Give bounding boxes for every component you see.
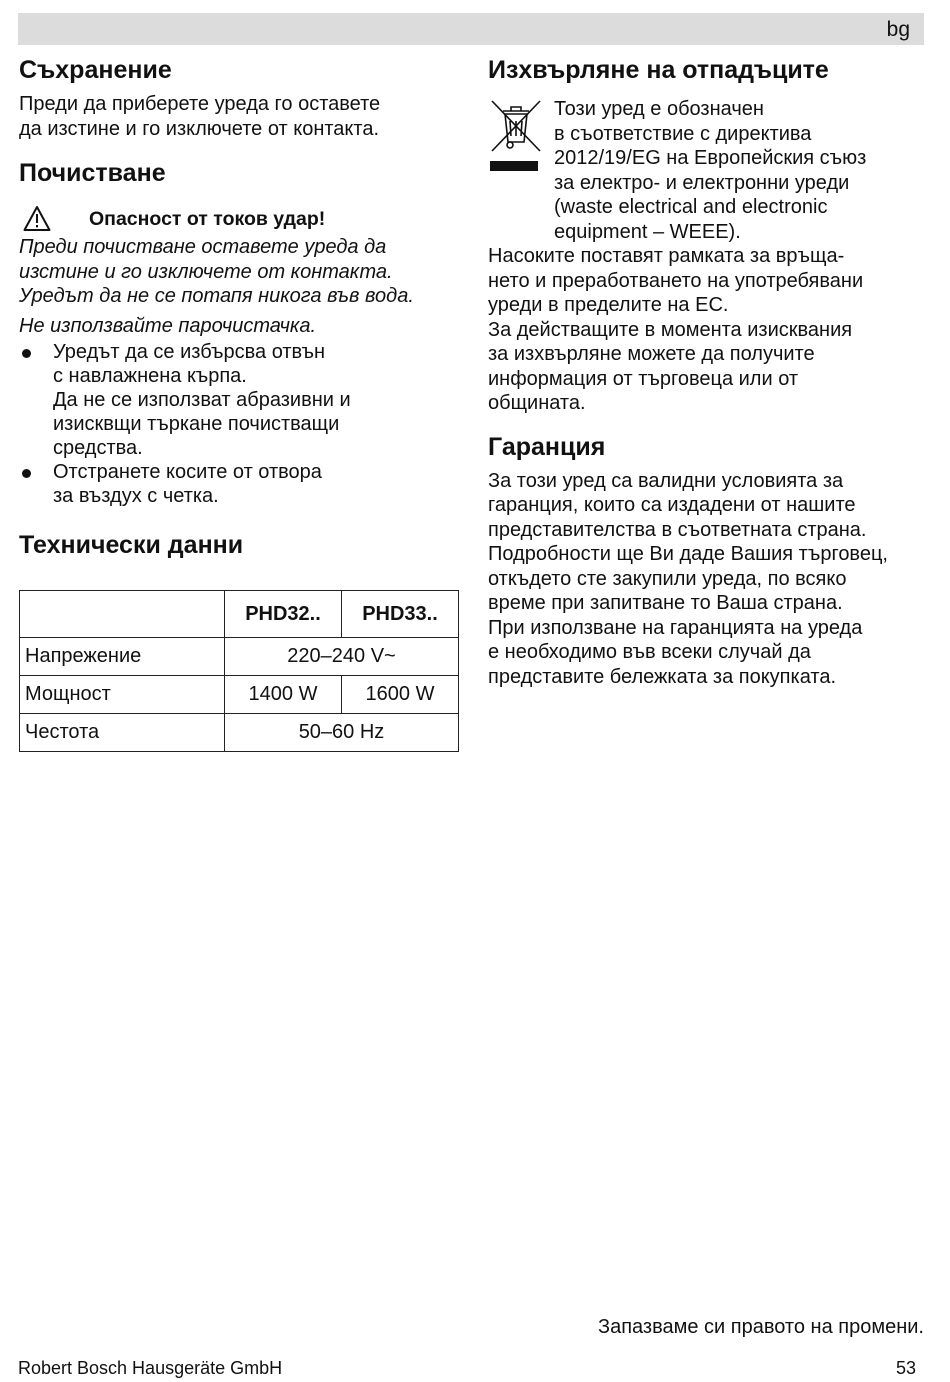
text-line: да изстине и го изключете от контакта. [19, 117, 380, 140]
tech-heading: Технически данни [19, 531, 244, 559]
table-cell: 1600 W [342, 676, 459, 714]
table-row [20, 714, 459, 752]
text-line: общината. [488, 392, 586, 414]
text-line: откъдето сте закупили уреда, по всяко [488, 567, 847, 590]
page-number: 53 [895, 1358, 916, 1378]
weee-block [488, 97, 928, 244]
table-cell-label: Мощност [20, 676, 225, 714]
text-line: средства. [53, 437, 143, 459]
text-line: За действащите в момента изисквания [488, 318, 853, 341]
left-column [19, 55, 459, 752]
table-cell: 220–240 V~ [225, 638, 459, 676]
text-line: за въздух с четка. [53, 485, 219, 507]
storage-text [19, 92, 459, 141]
table-header-cell [20, 591, 225, 638]
storage-heading: Съхранение [19, 56, 172, 84]
text-line: Отстранете косите от отвора [53, 461, 322, 483]
warning-row [19, 204, 459, 234]
text-line: в съответствие с директива [554, 122, 812, 145]
text-line: Да не се използват абразивни и [53, 389, 351, 411]
text-line: гаранция, които са издадени от нашите [488, 494, 856, 516]
text-line: за изхвърляне можете да получите [488, 343, 815, 365]
spec-table [19, 590, 459, 752]
text-line: (waste electrical and electronic [554, 196, 828, 218]
text-line: При използване на гаранцията на уреда [488, 616, 863, 639]
right-column [488, 55, 928, 689]
footer-company: Robert Bosch Hausgeräte GmbH [18, 1358, 283, 1378]
crossed-out-wheelie-bin-icon [488, 97, 544, 177]
text-line: представите бележката за покупката. [488, 665, 836, 688]
text-line: за електро- и електронни уреди [554, 171, 850, 194]
text-line: equipment – WEEE). [554, 220, 741, 243]
header-bar [18, 13, 924, 45]
text-line: изисквщи търкане почистващи [53, 413, 340, 435]
text-line: Уредът да не се потапя никога във вода. [19, 285, 414, 307]
text-line: Преди да приберете уреда го оставете [19, 93, 381, 115]
warning-title: Опасност от токов удар! [89, 207, 326, 230]
table-cell: 1400 W [225, 676, 342, 714]
text-line: Преди почистване оставете уреда да [19, 236, 387, 258]
warranty-text [488, 469, 928, 690]
warning-triangle-icon [23, 205, 51, 233]
text-line: Уредът да се избърсва отвън [53, 341, 326, 363]
table-header-cell: PHD32.. [225, 591, 342, 638]
table-header-row [20, 591, 459, 638]
weee-text [554, 97, 866, 244]
list-item [19, 460, 459, 508]
text-line: 2012/19/EG на Европейския съюз [554, 147, 867, 169]
text-line: информация от търговеца или от [488, 367, 799, 390]
disposal-text [488, 244, 928, 416]
disposal-heading: Изхвърляне на отпадъците [488, 56, 829, 84]
text-line: Не използвайте парочистачка. [19, 314, 317, 337]
language-code: bg [886, 18, 910, 41]
text-line: Подробности ще Ви даде Вашия търговец, [488, 543, 888, 565]
text-line: нето и преработването на употребявани [488, 269, 864, 292]
warranty-heading: Гаранция [488, 432, 606, 461]
footer-note: Запазваме си правото на промени. [597, 1316, 924, 1338]
table-cell-label: Напрежение [20, 638, 225, 676]
cleaning-warning-text [19, 235, 459, 338]
text-line: е необходимо във всеки случай да [488, 641, 811, 663]
table-cell: 50–60 Hz [225, 714, 459, 752]
table-header-cell: PHD33.. [342, 591, 459, 638]
text-line: уреди в пределите на ЕС. [488, 294, 729, 316]
table-row [20, 638, 459, 676]
text-line: Насоките поставят рамката за връща- [488, 245, 845, 267]
text-line: Този уред е обозначен [554, 98, 764, 120]
table-row [20, 676, 459, 714]
text-line: представителства в съответната страна. [488, 518, 867, 541]
text-line: време при запитване то Ваша страна. [488, 592, 843, 614]
text-line: с навлажнена кърпа. [53, 365, 247, 387]
list-item [19, 340, 459, 460]
text-line: За този уред са валидни условията за [488, 469, 844, 492]
text-line: изстине и го изключете от контакта. [19, 260, 393, 283]
cleaning-list [19, 340, 459, 508]
table-cell-label: Честота [20, 714, 225, 752]
cleaning-heading: Почистване [19, 159, 166, 187]
